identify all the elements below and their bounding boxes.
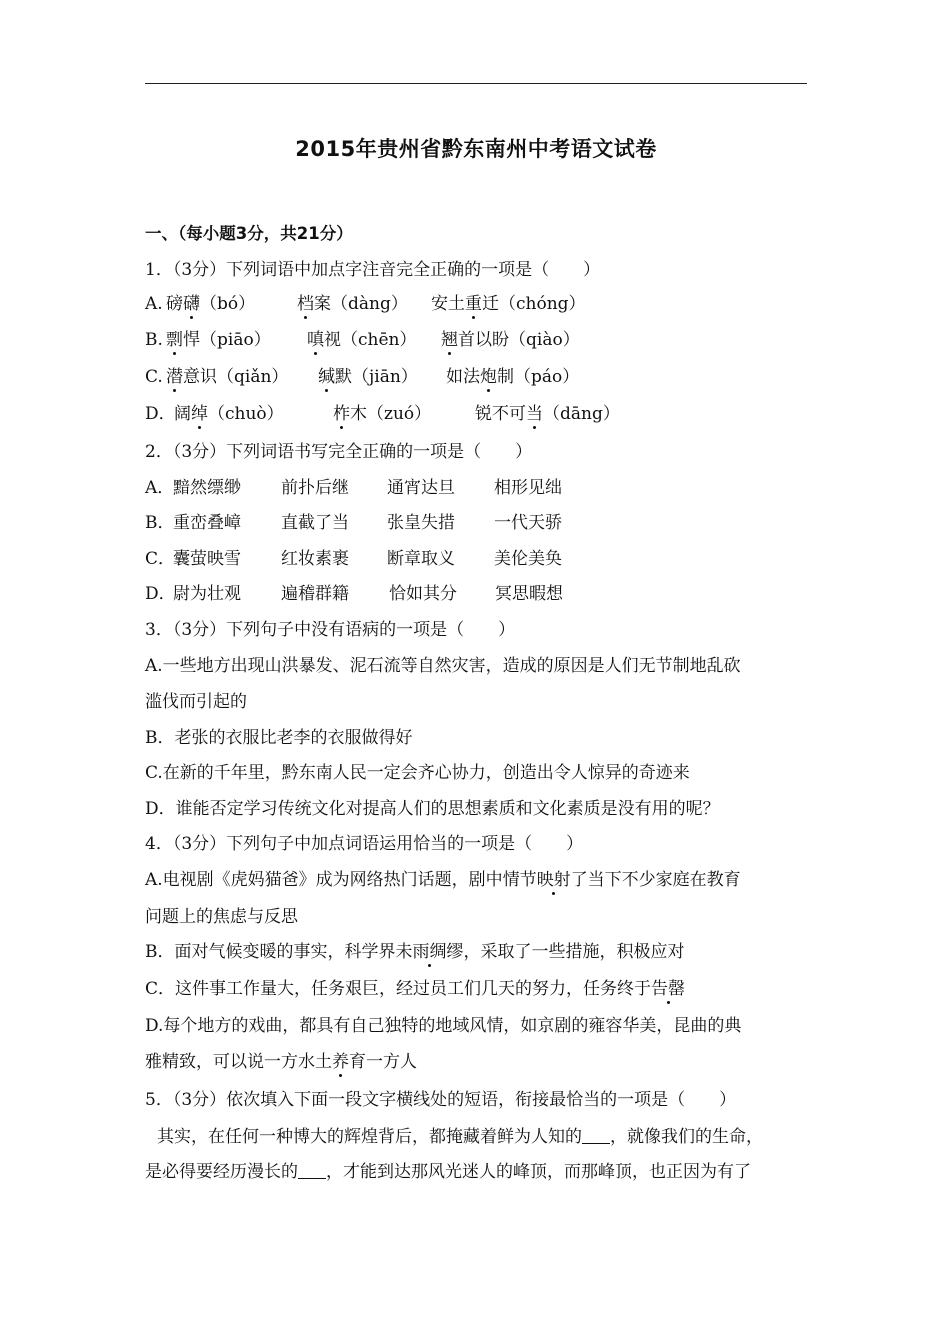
answer-blank[interactable] [582, 1125, 610, 1144]
dotted-word: 映射 [536, 870, 571, 890]
question-2-stem: 2．（3分）下列词语书写完全正确的一项是（ ） [145, 442, 533, 462]
q3-option-a-line2: 滥伐而引起的 [145, 692, 247, 712]
question-1-stem: 1．（3分）下列词语中加点字注音完全正确的一项是（ ） [145, 260, 601, 280]
q4-option-d-line1: D.每个地方的戏曲，都具有自己独特的地域风情，如京剧的雍容华美，昆曲的典 [145, 1016, 742, 1036]
q3-option-a-line1: A.一些地方出现山洪暴发、泥石流等自然灾害，造成的原因是人们无节制地乱砍 [145, 656, 741, 676]
page-title: 2015年贵州省黔东南州中考语文试卷 [295, 137, 657, 161]
dotted-word: 告罄 [651, 979, 686, 999]
q4-option-b: B．面对气候变暖的事实，科学界未雨绸缪，采取了一些措施，积极应对 [145, 942, 685, 962]
q4-option-c: C．这件事工作量大，任务艰巨，经过员工们几天的努力，任务终于告罄 [145, 979, 686, 999]
question-5-stem: 5．（3分）依次填入下面一段文字横线处的短语，衔接最恰当的一项是（ ） [145, 1090, 737, 1110]
q4-option-d-line2: 雅精致，可以说一方水土养育一方人 [145, 1052, 417, 1072]
q4-option-a-line1: A.电视剧《虎妈猫爸》成为网络热门话题，剧中情节映射了当下不少家庭在教育 [145, 870, 741, 890]
dotted-word: 一方水土养育一方人 [264, 1052, 417, 1072]
q3-option-b: B．老张的衣服比老李的衣服做得好 [145, 728, 413, 748]
section-heading: 一、（每小题3分，共21分） [145, 224, 353, 243]
question-3-stem: 3．（3分）下列句子中没有语病的一项是（ ） [145, 620, 516, 640]
dotted-word: 未雨绸缪 [395, 942, 464, 962]
q4-option-a-line2: 问题上的焦虑与反思 [145, 907, 298, 927]
question-4-stem: 4．（3分）下列句子中加点词语运用恰当的一项是（ ） [145, 834, 584, 854]
header-rule [145, 83, 807, 84]
q5-passage-line1: 其实，在任何一种博大的辉煌背后，都掩藏着鲜为人知的 ，就像我们的生命， [157, 1127, 763, 1147]
q3-option-d: D．谁能否定学习传统文化对提高人们的思想素质和文化素质是没有用的呢？ [145, 799, 720, 819]
q3-option-c: C.在新的千年里，黔东南人民一定会齐心协力，创造出令人惊异的奇迹来 [145, 763, 690, 783]
answer-blank[interactable] [298, 1160, 326, 1179]
q5-passage-line2: 是必得要经历漫长的 ，才能到达那风光迷人的峰顶，而那峰顶，也正因为有了 [145, 1162, 751, 1182]
